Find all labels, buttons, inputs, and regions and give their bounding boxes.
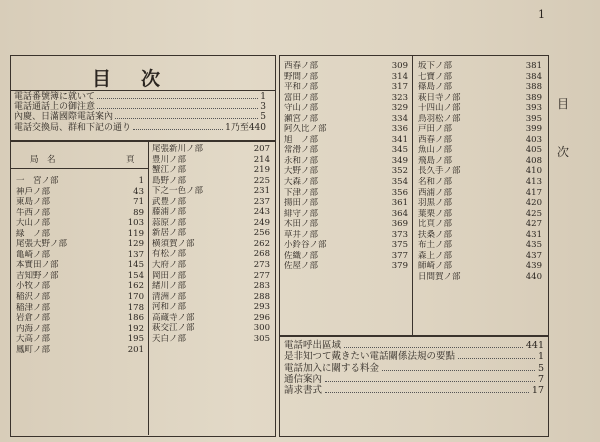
station-name: 本實田ノ部 [16,260,59,271]
toc-entry [284,261,408,272]
toc-entry [418,219,542,230]
station-name: 一 宮ノ部 [16,176,59,186]
page-ref: 356 [391,187,408,198]
toc-entry [16,345,144,356]
station-name: 高蔵寺ノ部 [152,312,195,323]
page-number: 1 [538,8,545,21]
page-ref: 388 [525,82,542,93]
station-name: 七寶ノ部 [418,71,453,82]
page-ref: 154 [127,270,144,281]
toc-entry [284,103,408,114]
toc-entry [284,72,408,83]
toc-entry [16,260,144,271]
title-rule [10,90,276,91]
station-name: 坂下ノ部 [418,61,453,71]
station-name: 武豊ノ部 [152,196,187,207]
side-title: 目 次 [556,97,569,159]
page-ref: 249 [253,217,270,228]
toc-entry [152,155,270,166]
toc-entry [152,292,270,303]
page-ref: 237 [253,196,270,207]
station-name: 小鈴谷ノ部 [284,240,327,251]
appendix-row [284,385,544,396]
page-ref: 352 [391,166,408,177]
column-2 [152,144,270,344]
toc-entry [418,103,542,114]
page-ref: 439 [525,261,542,272]
station-name: 豊川ノ部 [152,154,187,165]
toc-entry [16,271,144,282]
appendix-label: 電話呼出區域 [284,340,342,351]
toc-entry [418,240,542,251]
toc-entry [418,124,542,135]
toc-entry [284,219,408,230]
toc-entry [152,218,270,229]
page-ref: 201 [127,344,144,355]
toc-title: 目次 [91,68,190,90]
toc-entry [16,334,144,345]
station-name: 木田ノ部 [284,219,319,230]
station-name: 下之一色ノ部 [152,186,204,197]
page-ref: 405 [525,145,542,156]
page-ref: 288 [253,291,270,302]
station-name: 吉知野ノ部 [16,270,59,281]
page-ref: 395 [525,113,542,124]
appendix-row [284,363,544,374]
station-name: 常滑ノ部 [284,145,319,156]
toc-entry [152,271,270,282]
appendix-label: 通信案內 [284,373,323,385]
station-name: 内海ノ部 [16,323,51,334]
station-name: 西春ノ部 [284,61,319,71]
station-name: 富田ノ部 [284,92,319,103]
station-name: 亀崎ノ部 [16,249,51,260]
toc-entry [16,218,144,229]
page-ref: 129 [127,239,144,250]
toc-entry [16,324,144,335]
toc-entry [152,249,270,260]
intro-row [14,123,266,133]
intro-label: 內慶、日滿國際電話案內 [14,112,114,123]
page-ref: 381 [525,61,542,71]
column-1 [16,176,144,355]
page-ref: 440 [525,271,542,282]
station-name: 大山ノ部 [16,218,51,229]
station-name: 野間ノ部 [284,71,319,82]
page-ref: 192 [127,323,144,334]
toc-entry [152,207,270,218]
page-ref: 354 [391,177,408,188]
page-ref: 379 [391,261,408,272]
toc-entry [152,323,270,334]
station-name: 守山ノ部 [284,103,319,114]
station-name: 十四山ノ部 [418,103,461,114]
toc-entry [418,209,542,220]
station-name: 河和ノ部 [152,302,187,313]
station-name: 緋守ノ部 [284,208,319,219]
station-name: 緑 ノ部 [16,228,51,239]
page-ref: 437 [525,250,542,261]
column-3 [284,61,408,272]
intro-label: 電話通話上の御注意 [14,102,96,113]
toc-entry [284,124,408,135]
appendix-row [284,340,544,351]
station-name: 草井ノ部 [284,229,319,240]
toc-entry [16,303,144,314]
toc-entry [418,272,542,283]
page-ref: 420 [525,198,542,209]
station-name: 布土ノ部 [418,240,453,251]
station-name: 飛島ノ部 [418,155,453,166]
page-ref: 309 [391,61,408,71]
station-name: 岡田ノ部 [152,270,187,281]
station-name: 大府ノ部 [152,260,187,271]
appendix-list [284,340,544,396]
page-ref: 349 [391,155,408,166]
station-name: 稲津ノ部 [16,302,51,313]
toc-entry [16,250,144,261]
toc-entry [284,177,408,188]
station-name: 清洲ノ部 [152,291,187,302]
toc-entry [16,229,144,240]
toc-entry [284,156,408,167]
page-ref: 207 [253,144,270,154]
page-ref: 364 [391,208,408,219]
toc-entry [284,135,408,146]
station-name: 揚田ノ部 [284,198,319,209]
page-ref: 103 [127,218,144,229]
header-rule [10,168,148,169]
page-ref: 262 [253,238,270,249]
toc-entry [152,144,270,155]
page-ref: 435 [525,240,542,251]
page-ref: 137 [127,249,144,260]
page-ref: 300 [253,323,270,334]
appendix-label: 請求書式 [284,385,323,397]
station-name: 篠島ノ部 [418,82,453,93]
appendix-label: 是非知つて戴きたい電話關係法規の要點 [284,351,456,363]
toc-entry [418,114,542,125]
page-ref: 410 [525,166,542,177]
appendix-row [284,351,544,362]
page-ref: 283 [253,281,270,292]
station-name: 緒川ノ部 [152,281,187,292]
station-name: 永和ノ部 [284,155,319,166]
toc-entry [152,281,270,292]
toc-entry [284,166,408,177]
station-name: 東島ノ部 [16,197,51,208]
page-ref: 1 [138,176,144,186]
page-ref: 273 [253,260,270,271]
station-name: 鳥羽松ノ部 [418,113,461,124]
page-ref: 384 [525,71,542,82]
toc-entry [418,177,542,188]
dot-leader [325,374,535,382]
appendix-row [284,374,544,385]
dot-leader [97,92,258,99]
intro-rule [10,140,276,142]
page-ref: 256 [253,228,270,239]
station-name: 瀬宮ノ部 [284,113,319,124]
lower-rule [279,335,549,337]
page-ref: 225 [253,175,270,186]
intro-page: 5 [260,112,266,123]
page-ref: 393 [525,103,542,114]
toc-entry [16,187,144,198]
dot-leader [325,385,529,393]
page-ref: 336 [391,124,408,135]
page-ref: 375 [391,240,408,251]
station-name: 島野ノ部 [152,175,187,186]
page-ref: 413 [525,177,542,188]
station-name: 森上ノ部 [418,250,453,261]
station-name: 新居ノ部 [152,228,187,239]
page-ref: 178 [127,302,144,313]
toc-entry [16,292,144,303]
toc-entry [16,281,144,292]
page-ref: 373 [391,229,408,240]
toc-entry [284,209,408,220]
toc-entry [16,239,144,250]
toc-entry [284,61,408,72]
appendix-page: 17 [531,385,544,397]
station-name: 日間賀ノ部 [418,271,461,282]
intro-page: 3 [260,102,266,113]
station-name: 蒜原ノ部 [152,217,187,228]
page-ref: 305 [253,333,270,344]
dot-leader [458,351,535,359]
station-name: 岩倉ノ部 [16,313,51,324]
page-ref: 219 [253,165,270,176]
station-name: 横須賀ノ部 [152,238,195,249]
toc-entry [284,145,408,156]
toc-entry [284,114,408,125]
intro-label: 電話番號簿に就いて [14,92,96,102]
dot-leader [382,363,535,371]
toc-entry [284,93,408,104]
page-ref: 341 [391,134,408,145]
column-4 [418,61,542,282]
station-name: 名和ノ部 [418,177,453,188]
page-ref: 369 [391,219,408,230]
station-name: 下津ノ部 [284,187,319,198]
page-ref: 162 [127,281,144,292]
station-name: 尾張大野ノ部 [16,239,68,250]
toc-entry [418,198,542,209]
intro-row [14,112,266,122]
appendix-page: 1 [537,351,544,363]
intro-label: 電話交換局、群和下記の通り [14,122,132,133]
toc-entry [152,313,270,324]
station-name: 尾張新川ノ部 [152,144,204,154]
station-name: 大森ノ部 [284,177,319,188]
toc-entry [16,208,144,219]
appendix-label: 電話加入に關する料金 [284,362,380,374]
intro-page: 1乃至440 [225,122,266,133]
intro-list [14,92,266,133]
page-ref: 89 [133,207,144,218]
toc-entry [418,61,542,72]
page-ref: 243 [253,207,270,218]
toc-entry [418,251,542,262]
station-name: 佐織ノ部 [284,250,319,261]
toc-entry [284,240,408,251]
page-ref: 377 [391,250,408,261]
appendix-page: 5 [537,362,544,374]
page-ref: 317 [391,82,408,93]
toc-entry [284,230,408,241]
page-ref: 361 [391,198,408,209]
toc-entry [16,176,144,187]
toc-entry [284,198,408,209]
page-ref: 231 [253,186,270,197]
station-name: 萩日寺ノ部 [418,92,461,103]
toc-entry [418,93,542,104]
divider-1 [148,141,149,435]
page-ref: 389 [525,92,542,103]
toc-entry [418,72,542,83]
station-name: 鳳町ノ部 [16,344,51,355]
toc-entry [152,228,270,239]
col-header-name: 局 名 [30,155,56,165]
page-ref: 145 [127,260,144,271]
station-name: 藤浦ノ部 [152,207,187,218]
appendix-page: 7 [537,373,544,385]
toc-entry [418,261,542,272]
toc-entry [418,82,542,93]
page-ref: 345 [391,145,408,156]
page-ref: 425 [525,208,542,219]
station-name: 大野ノ部 [284,166,319,177]
station-name: 神戶ノ部 [16,186,51,197]
toc-entry [16,313,144,324]
page-ref: 427 [525,219,542,230]
divider-2 [412,56,413,335]
page-ref: 268 [253,249,270,260]
page-ref: 186 [127,313,144,324]
station-name: 戸田ノ部 [418,124,453,135]
station-name: 西春ノ部 [418,134,453,145]
intro-row [14,102,266,112]
station-name: 蟹江ノ部 [152,165,187,176]
page-ref: 293 [253,302,270,313]
dot-leader [344,340,523,348]
appendix-page: 441 [525,340,544,351]
page-ref: 403 [525,134,542,145]
page-ref: 334 [391,113,408,124]
toc-entry [418,156,542,167]
station-name: 牛西ノ部 [16,207,51,218]
page-ref: 195 [127,334,144,345]
toc-entry [152,239,270,250]
toc-entry [418,135,542,146]
station-name: 大高ノ部 [16,334,51,345]
station-name: 小牧ノ部 [16,281,51,292]
toc-entry [418,230,542,241]
page-ref: 431 [525,229,542,240]
page-ref: 417 [525,187,542,198]
station-name: 阿久比ノ部 [284,124,327,135]
station-name: 魚山ノ部 [418,145,453,156]
page-ref: 408 [525,155,542,166]
page-ref: 296 [253,312,270,323]
station-name: 長久手ノ部 [418,166,461,177]
col-header-page: 頁 [126,155,135,165]
toc-entry [418,145,542,156]
page-ref: 119 [127,228,144,239]
page-ref: 323 [391,92,408,103]
station-name: 有松ノ部 [152,249,187,260]
station-name: 平和ノ部 [284,82,319,93]
station-name: 比頁ノ部 [418,219,453,230]
toc-entry [418,166,542,177]
dot-leader [97,102,258,109]
station-name: 羽黒ノ部 [418,198,453,209]
dot-leader [133,123,223,130]
page-ref: 329 [391,103,408,114]
station-name: 旭 ノ部 [284,134,319,145]
page-ref: 314 [391,71,408,82]
toc-entry [284,82,408,93]
station-name: 萩交江ノ部 [152,323,195,334]
toc-entry [152,186,270,197]
toc-entry [152,176,270,187]
station-name: 天白ノ部 [152,333,187,344]
page-ref: 214 [253,154,270,165]
toc-entry [16,197,144,208]
station-name: 扶桑ノ部 [418,229,453,240]
toc-entry [284,251,408,262]
page-ref: 43 [133,186,144,197]
station-name: 佐屋ノ部 [284,261,319,272]
station-name: 稲沢ノ部 [16,292,51,303]
intro-row [14,92,266,102]
station-name: 西浦ノ部 [418,187,453,198]
toc-entry [152,165,270,176]
toc-entry [152,260,270,271]
station-name: 葉栗ノ部 [418,208,453,219]
toc-entry [152,334,270,345]
dot-leader [115,112,258,119]
toc-entry [152,197,270,208]
page-ref: 71 [133,197,144,208]
toc-entry [152,302,270,313]
page-ref: 399 [525,124,542,135]
toc-entry [284,188,408,199]
page-ref: 277 [253,270,270,281]
toc-entry [418,188,542,199]
page-ref: 170 [127,292,144,303]
station-name: 師崎ノ部 [418,261,453,272]
intro-page: 1 [260,92,266,102]
